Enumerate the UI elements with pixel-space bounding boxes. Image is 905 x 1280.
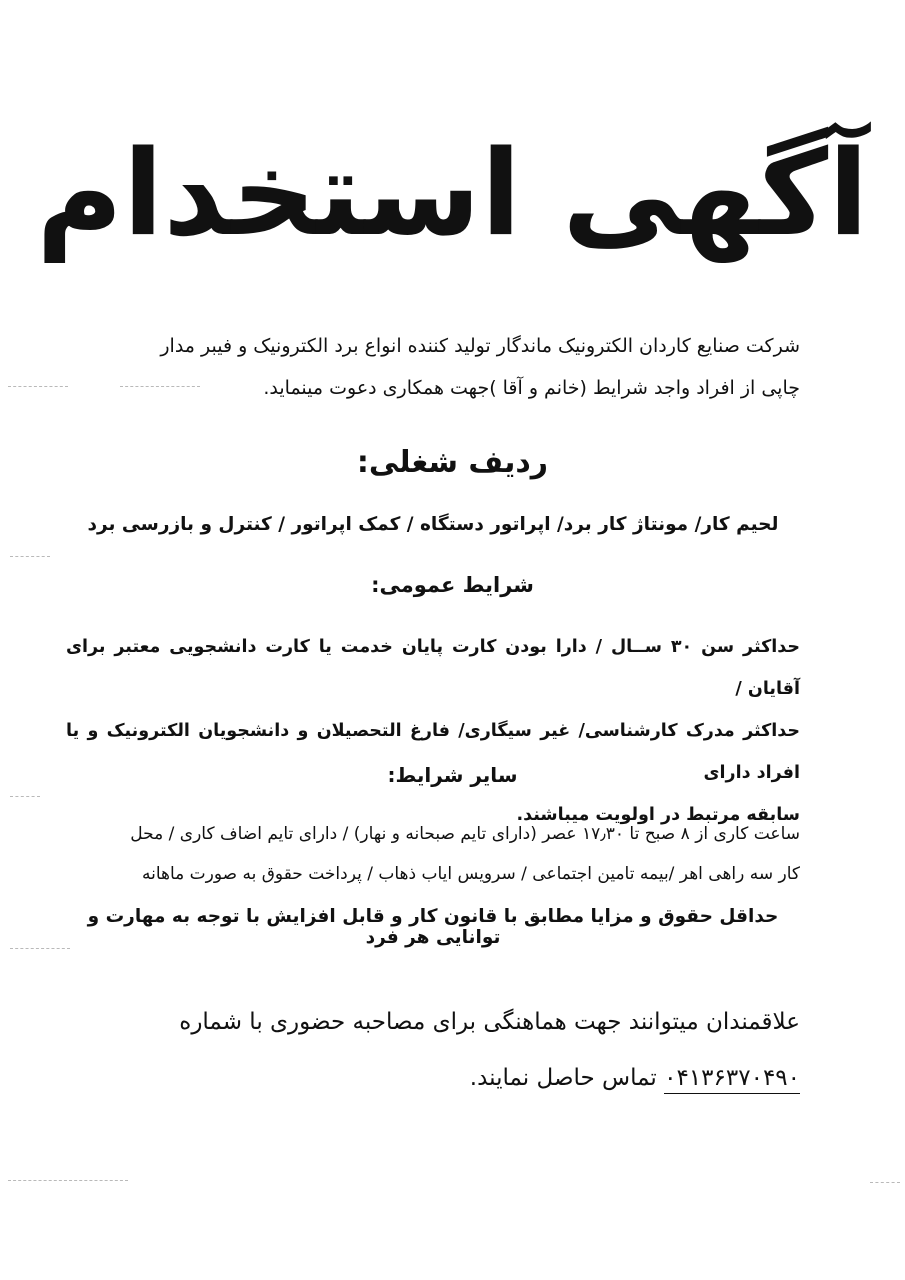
other-conditions — [66, 814, 800, 894]
general-line-1: حداکثر سن ۳۰ ســال / دارا بودن کارت پایان خدمت یا کارت دانشجویی معتبر برای آقایان / — [66, 637, 800, 699]
intro-line-1: شرکت صنایع کاردان الکترونیک ماندگار تولید کننده انواع برد الکترونیک و فیبر مدار — [160, 335, 800, 357]
scan-artifact-line — [120, 386, 200, 387]
intro-paragraph — [66, 325, 800, 409]
general-conditions — [66, 626, 800, 836]
page-title: آگهی استخدام — [36, 124, 869, 262]
other-line-2: کار سه راهی اهر /بیمه تامین اجتماعی / سرویس ایاب ذهاب / پرداخت حقوق به صورت ماهانه — [141, 864, 800, 884]
general-conditions-heading: شرایط عمومی: — [371, 573, 534, 597]
other-conditions-heading: سایر شرایط: — [387, 763, 518, 787]
scan-artifact-line — [10, 796, 40, 797]
salary-note: حداقل حقوق و مزایا مطابق با قانون کار و قابل افزایش با توجه به مهارت و توانایی هر فرد — [87, 906, 779, 948]
job-positions-heading: ردیف شغلی: — [356, 445, 549, 480]
scan-artifact-line — [870, 1182, 900, 1183]
contact-line-1: علاقمندان میتوانند جهت هماهنگی برای مصاحبه حضوری با شماره — [179, 1009, 800, 1035]
scan-artifact-line — [10, 948, 70, 949]
intro-line-2: چاپی از افراد واجد شرایط (خانم و آقا )جهت همکاری دعوت مینماید. — [263, 377, 800, 399]
job-positions-list: لحیم کار/ مونتاژ کار برد/ اپراتور دستگاه / کمک اپراتور / کنترل و بازرسی برد — [87, 514, 779, 535]
general-line-3: سابقه مرتبط در اولویت میباشند. — [516, 805, 800, 825]
scan-artifact-line — [10, 556, 50, 557]
scan-artifact-line — [8, 1180, 128, 1181]
scan-artifact-line — [8, 386, 68, 387]
contact-suffix: تماس حاصل نمایند. — [469, 1065, 657, 1091]
phone-number: ۰۴۱۳۶۳۷۰۴۹۰ — [664, 1065, 800, 1094]
other-line-1: ساعت کاری از ۸ صبح تا ۱۷٫۳۰ عصر (دارای تایم صبحانه و نهار) / دارای تایم اضاف کاری / محل — [130, 824, 800, 844]
general-line-2: حداکثر مدرک کارشناسی/ غیر سیگاری/ فارغ التحصیلان و دانشجویان الکترونیک و یا افراد دارای — [66, 721, 800, 783]
contact-line-2 — [66, 1050, 800, 1106]
contact-paragraph — [66, 994, 800, 1106]
